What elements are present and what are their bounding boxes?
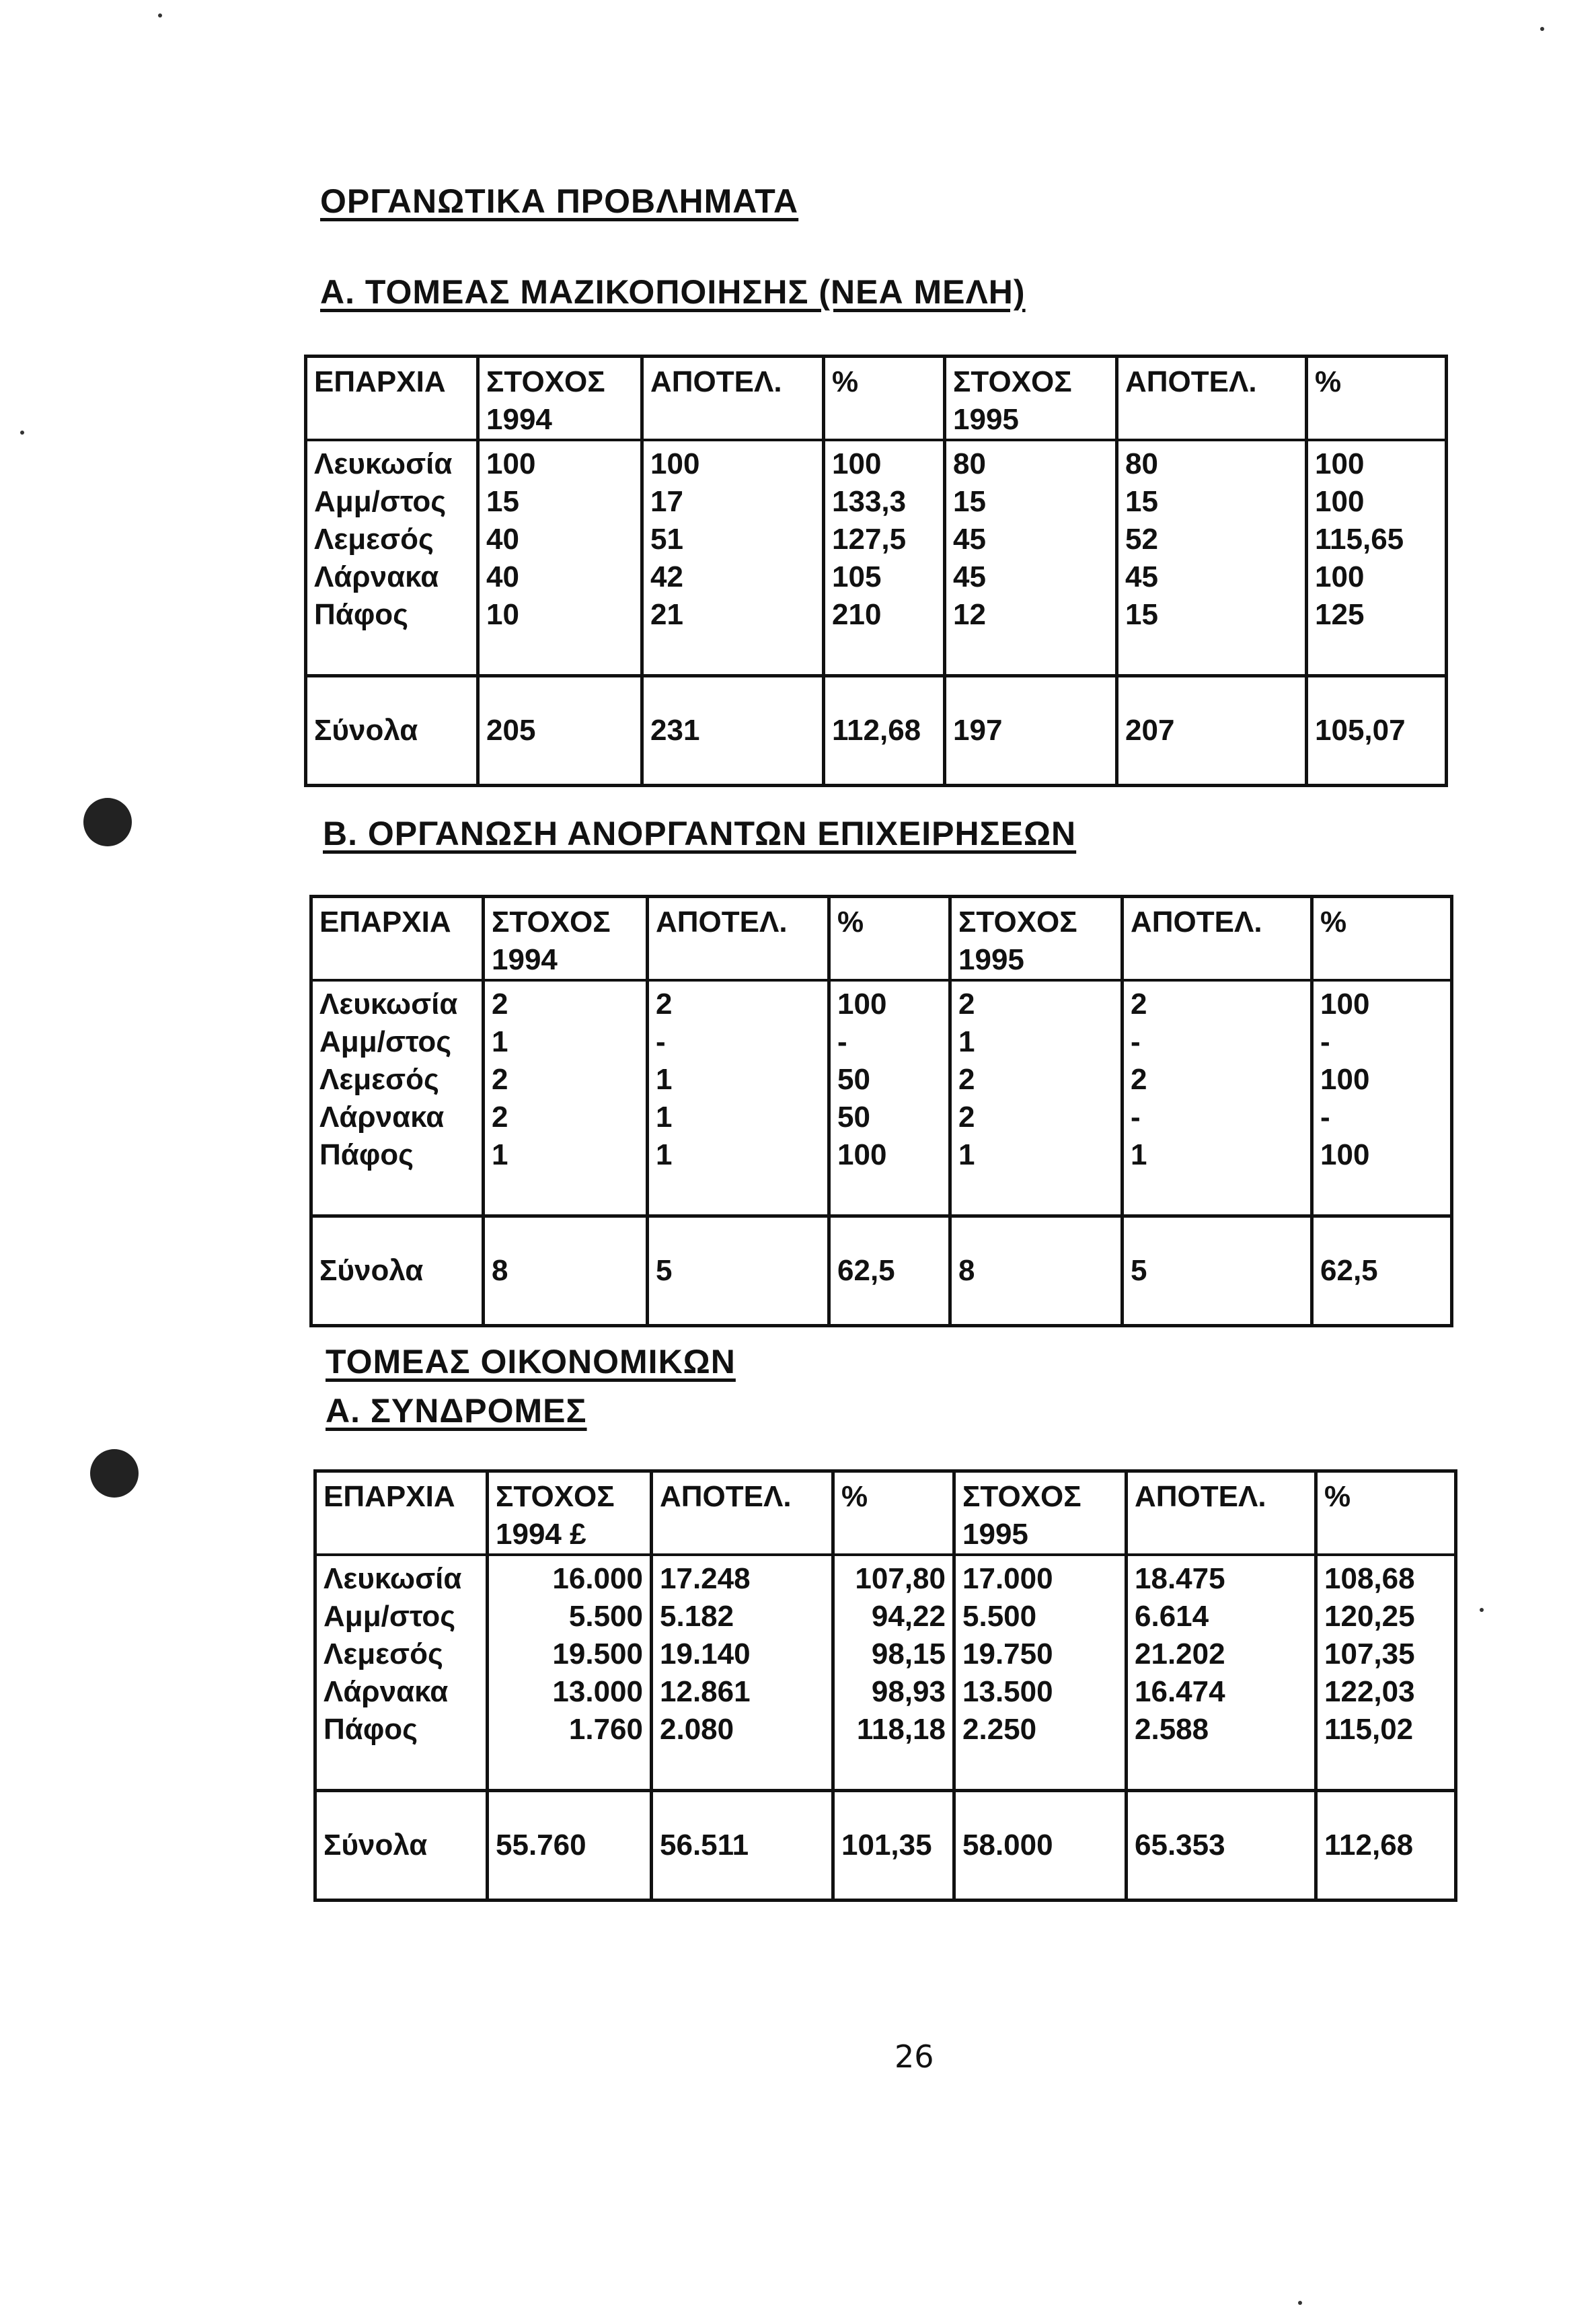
page-number: 26 — [895, 2038, 934, 2075]
table-value: 100 — [650, 447, 700, 480]
header-cell — [833, 1471, 954, 1555]
header-cell — [945, 357, 1117, 441]
table-value: 100 — [486, 447, 536, 480]
header-cell — [1316, 1471, 1456, 1555]
total-value: 8 — [950, 1216, 1123, 1326]
table-value: 51 — [650, 523, 683, 556]
section-a-heading: Α. ΤΟΜΕΑΣ ΜΑΖΙΚΟΠΟΙΗΣΗΣ (ΝΕΑ ΜΕΛΗ) — [320, 273, 1026, 311]
value-column — [1123, 980, 1312, 1216]
total-value: 65.353 — [1127, 1791, 1316, 1901]
table-value: 133,3 — [832, 485, 907, 518]
table-value: 17 — [650, 485, 683, 518]
value-column — [478, 440, 642, 676]
table-value: - — [656, 1025, 666, 1058]
table-value: 122,03 — [1324, 1675, 1415, 1708]
finance-heading: ΤΟΜΕΑΣ ΟΙΚΟΝΟΜΙΚΩΝ — [326, 1343, 736, 1381]
district-name: Λάρνακα — [314, 560, 439, 593]
scan-speck — [1540, 27, 1544, 31]
district-name: Λάρνακα — [319, 1101, 445, 1134]
header-label: ΑΠΟΤΕΛ. — [656, 906, 788, 938]
table-value: 1.760 — [568, 1713, 643, 1746]
header-label: % — [1324, 1480, 1351, 1513]
table-value: 2 — [492, 1101, 508, 1134]
district-column — [311, 980, 484, 1216]
table-value: 98,15 — [871, 1637, 946, 1670]
table-value: 50 — [837, 1101, 870, 1134]
total-value: 231 — [642, 676, 824, 786]
table-value: 15 — [486, 485, 519, 518]
total-value: 8 — [484, 1216, 648, 1326]
table-value: 2 — [958, 988, 975, 1021]
district-name: Λεμεσός — [324, 1637, 443, 1670]
table-value: 100 — [1315, 447, 1365, 480]
table-value: 1 — [656, 1138, 673, 1171]
subscriptions-heading: Α. ΣΥΝΔΡΟΜΕΣ — [326, 1392, 587, 1430]
table-value: 1 — [492, 1025, 508, 1058]
table-value: - — [1131, 1101, 1141, 1134]
table-value: 12.861 — [660, 1675, 751, 1708]
scan-speck — [1480, 1608, 1484, 1612]
table-value: 2.588 — [1135, 1713, 1209, 1746]
table-value: 15 — [1125, 485, 1158, 518]
value-column — [484, 980, 648, 1216]
table-value: 1 — [958, 1138, 975, 1171]
table-value: 12 — [953, 598, 986, 631]
value-column — [954, 1555, 1127, 1791]
table-value: 1 — [1131, 1138, 1147, 1171]
total-value: 197 — [945, 676, 1117, 786]
table-value: 1 — [492, 1138, 508, 1171]
total-value: 112,68 — [1316, 1791, 1456, 1901]
district-column — [306, 440, 478, 676]
header-cell — [478, 357, 642, 441]
header-label: % — [837, 906, 864, 938]
total-value: 62,5 — [1312, 1216, 1452, 1326]
table-value: 1 — [958, 1025, 975, 1058]
header-label: ΕΠΑΡΧΙΑ — [314, 365, 446, 398]
section-b-heading: Β. ΟΡΓΑΝΩΣΗ ΑΝΟΡΓΑΝΤΩΝ ΕΠΙΧΕΙΡΗΣΕΩΝ — [323, 815, 1077, 852]
table-value: 42 — [650, 560, 683, 593]
table-value: 2 — [958, 1101, 975, 1134]
header-cell — [1307, 357, 1447, 441]
table-value: 19.140 — [660, 1637, 751, 1670]
header-label: ΣΤΟΧΟΣ — [958, 906, 1077, 938]
total-value: 205 — [478, 676, 642, 786]
header-label: ΣΤΟΧΟΣ — [492, 906, 611, 938]
header-cell — [824, 357, 945, 441]
scan-speck — [158, 13, 162, 17]
value-column — [829, 980, 950, 1216]
district-name: Πάφος — [324, 1713, 418, 1746]
district-name: Λευκωσία — [324, 1562, 462, 1595]
header-label: % — [1315, 365, 1342, 398]
value-column — [950, 980, 1123, 1216]
table-value: 2 — [1131, 988, 1147, 1021]
header-label: ΑΠΟΤΕΛ. — [650, 365, 782, 398]
header-label: 1995 — [962, 1518, 1028, 1551]
subscriptions-table — [313, 1469, 1457, 1902]
value-column — [652, 1555, 833, 1791]
table-value: 16.000 — [552, 1562, 643, 1595]
district-name: Λευκωσία — [319, 988, 458, 1021]
district-name: Αμμ/στος — [319, 1025, 452, 1058]
header-cell — [829, 897, 950, 981]
table-value: 94,22 — [871, 1600, 946, 1633]
header-label: 1994 — [486, 403, 552, 436]
header-cell — [306, 357, 478, 441]
table-value: 100 — [1320, 1063, 1370, 1096]
table-value: 19.750 — [962, 1637, 1053, 1670]
total-value: 58.000 — [954, 1791, 1127, 1901]
table-value: 1 — [656, 1101, 673, 1134]
total-value: 101,35 — [833, 1791, 954, 1901]
table-value: 16.474 — [1135, 1675, 1225, 1708]
value-column — [824, 440, 945, 676]
table-value: 17.000 — [962, 1562, 1053, 1595]
value-column — [1312, 980, 1452, 1216]
value-column — [1127, 1555, 1316, 1791]
header-cell — [484, 897, 648, 981]
table-value: 100 — [837, 988, 887, 1021]
table-value: 2 — [492, 988, 508, 1021]
header-cell — [311, 897, 484, 981]
table-value: 80 — [953, 447, 986, 480]
header-label: ΑΠΟΤΕΛ. — [1125, 365, 1257, 398]
header-label: 1995 — [953, 403, 1019, 436]
district-name: Πάφος — [314, 598, 409, 631]
header-label: % — [832, 365, 859, 398]
totals-label: Σύνολα — [315, 1791, 488, 1901]
table-value: 115,65 — [1315, 523, 1404, 556]
table-value: 100 — [832, 447, 882, 480]
table-value: 5.182 — [660, 1600, 734, 1633]
value-column — [648, 980, 829, 1216]
district-name: Αμμ/στος — [324, 1600, 456, 1633]
table-value: 5.500 — [962, 1600, 1037, 1633]
table-value: 2 — [1131, 1063, 1147, 1096]
header-label: ΣΤΟΧΟΣ — [953, 365, 1072, 398]
value-column — [642, 440, 824, 676]
table-value: 50 — [837, 1063, 870, 1096]
unorganized-businesses-table — [309, 895, 1453, 1327]
total-value: 56.511 — [652, 1791, 833, 1901]
header-label: ΣΤΟΧΟΣ — [486, 365, 605, 398]
value-column — [488, 1555, 652, 1791]
header-label: ΣΤΟΧΟΣ — [962, 1480, 1081, 1513]
table-value: 13.500 — [962, 1675, 1053, 1708]
header-label: 1994 £ — [496, 1518, 586, 1551]
header-label: ΕΠΑΡΧΙΑ — [319, 906, 451, 938]
table-value: 118,18 — [856, 1713, 946, 1746]
district-name: Λεμεσός — [314, 523, 434, 556]
table-value: 80 — [1125, 447, 1158, 480]
table-value: - — [1131, 1025, 1141, 1058]
table-value: 2.250 — [962, 1713, 1037, 1746]
table-value: 1 — [656, 1063, 673, 1096]
total-value: 105,07 — [1307, 676, 1447, 786]
punch-hole-top — [83, 798, 132, 846]
header-cell — [652, 1471, 833, 1555]
table-value: 100 — [1320, 988, 1370, 1021]
header-cell — [1127, 1471, 1316, 1555]
table-value: 17.248 — [660, 1562, 751, 1595]
header-label: % — [841, 1480, 868, 1513]
table-value: 45 — [1125, 560, 1158, 593]
table-value: 5.500 — [568, 1600, 643, 1633]
district-name: Λεμεσός — [319, 1063, 439, 1096]
total-value: 207 — [1117, 676, 1307, 786]
table-value: - — [1320, 1025, 1330, 1058]
table-value: 13.000 — [552, 1675, 643, 1708]
table-value: 19.500 — [552, 1637, 643, 1670]
table-value: 40 — [486, 560, 519, 593]
table-value: 98,93 — [871, 1675, 946, 1708]
table-value: - — [1320, 1101, 1330, 1134]
table-value: 21.202 — [1135, 1637, 1225, 1670]
district-name: Λάρνακα — [324, 1675, 449, 1708]
table-value: 100 — [1315, 485, 1365, 518]
new-members-table — [304, 355, 1448, 787]
header-cell — [315, 1471, 488, 1555]
table-value: 2 — [656, 988, 673, 1021]
header-cell — [954, 1471, 1127, 1555]
table-value: 2.080 — [660, 1713, 734, 1746]
table-value: 45 — [953, 560, 986, 593]
district-name: Λευκωσία — [314, 447, 453, 480]
header-label: ΑΠΟΤΕΛ. — [1131, 906, 1262, 938]
district-name: Αμμ/στος — [314, 485, 447, 518]
table-value: 100 — [1315, 560, 1365, 593]
table-value: 2 — [958, 1063, 975, 1096]
table-value: 107,35 — [1324, 1637, 1415, 1670]
scan-speck — [1298, 2301, 1302, 2305]
table-value: 21 — [650, 598, 683, 631]
scan-speck — [20, 431, 24, 435]
table-value: 127,5 — [832, 523, 907, 556]
district-name: Πάφος — [319, 1138, 414, 1171]
punch-hole-bottom — [90, 1449, 139, 1498]
district-column — [315, 1555, 488, 1791]
table-value: 18.475 — [1135, 1562, 1225, 1595]
header-cell — [950, 897, 1123, 981]
table-value: 15 — [953, 485, 986, 518]
page-main-heading: ΟΡΓΑΝΩΤΙΚΑ ΠΡΟΒΛΗΜΑΤΑ — [320, 182, 799, 220]
total-value: 5 — [648, 1216, 829, 1326]
table-value: 210 — [832, 598, 882, 631]
totals-label: Σύνολα — [306, 676, 478, 786]
table-value: 120,25 — [1324, 1600, 1415, 1633]
table-value: 108,68 — [1324, 1562, 1415, 1595]
header-label: ΑΠΟΤΕΛ. — [660, 1480, 792, 1513]
value-column — [945, 440, 1117, 676]
header-label: 1994 — [492, 943, 558, 976]
table-value: 100 — [837, 1138, 887, 1171]
header-cell — [1117, 357, 1307, 441]
total-value: 62,5 — [829, 1216, 950, 1326]
table-value: 15 — [1125, 598, 1158, 631]
table-value: 100 — [1320, 1138, 1370, 1171]
value-column — [1117, 440, 1307, 676]
header-label: % — [1320, 906, 1347, 938]
table-value: 45 — [953, 523, 986, 556]
header-label: 1995 — [958, 943, 1024, 976]
totals-label: Σύνολα — [311, 1216, 484, 1326]
header-cell — [642, 357, 824, 441]
table-value: 105 — [832, 560, 882, 593]
total-value: 55.760 — [488, 1791, 652, 1901]
header-label: ΣΤΟΧΟΣ — [496, 1480, 615, 1513]
value-column — [1316, 1555, 1456, 1791]
table-value: 2 — [492, 1063, 508, 1096]
table-value: 107,80 — [855, 1562, 946, 1595]
table-value: 10 — [486, 598, 519, 631]
value-column — [833, 1555, 954, 1791]
header-cell — [648, 897, 829, 981]
header-cell — [1123, 897, 1312, 981]
total-value: 112,68 — [824, 676, 945, 786]
header-cell — [1312, 897, 1452, 981]
table-value: 125 — [1315, 598, 1365, 631]
table-value: 115,02 — [1324, 1713, 1414, 1746]
total-value: 5 — [1123, 1216, 1312, 1326]
value-column — [1307, 440, 1447, 676]
table-value: 6.614 — [1135, 1600, 1209, 1633]
table-value: - — [837, 1025, 847, 1058]
table-value: 52 — [1125, 523, 1158, 556]
header-label: ΑΠΟΤΕΛ. — [1135, 1480, 1266, 1513]
header-label: ΕΠΑΡΧΙΑ — [324, 1480, 455, 1513]
table-value: 40 — [486, 523, 519, 556]
header-cell — [488, 1471, 652, 1555]
